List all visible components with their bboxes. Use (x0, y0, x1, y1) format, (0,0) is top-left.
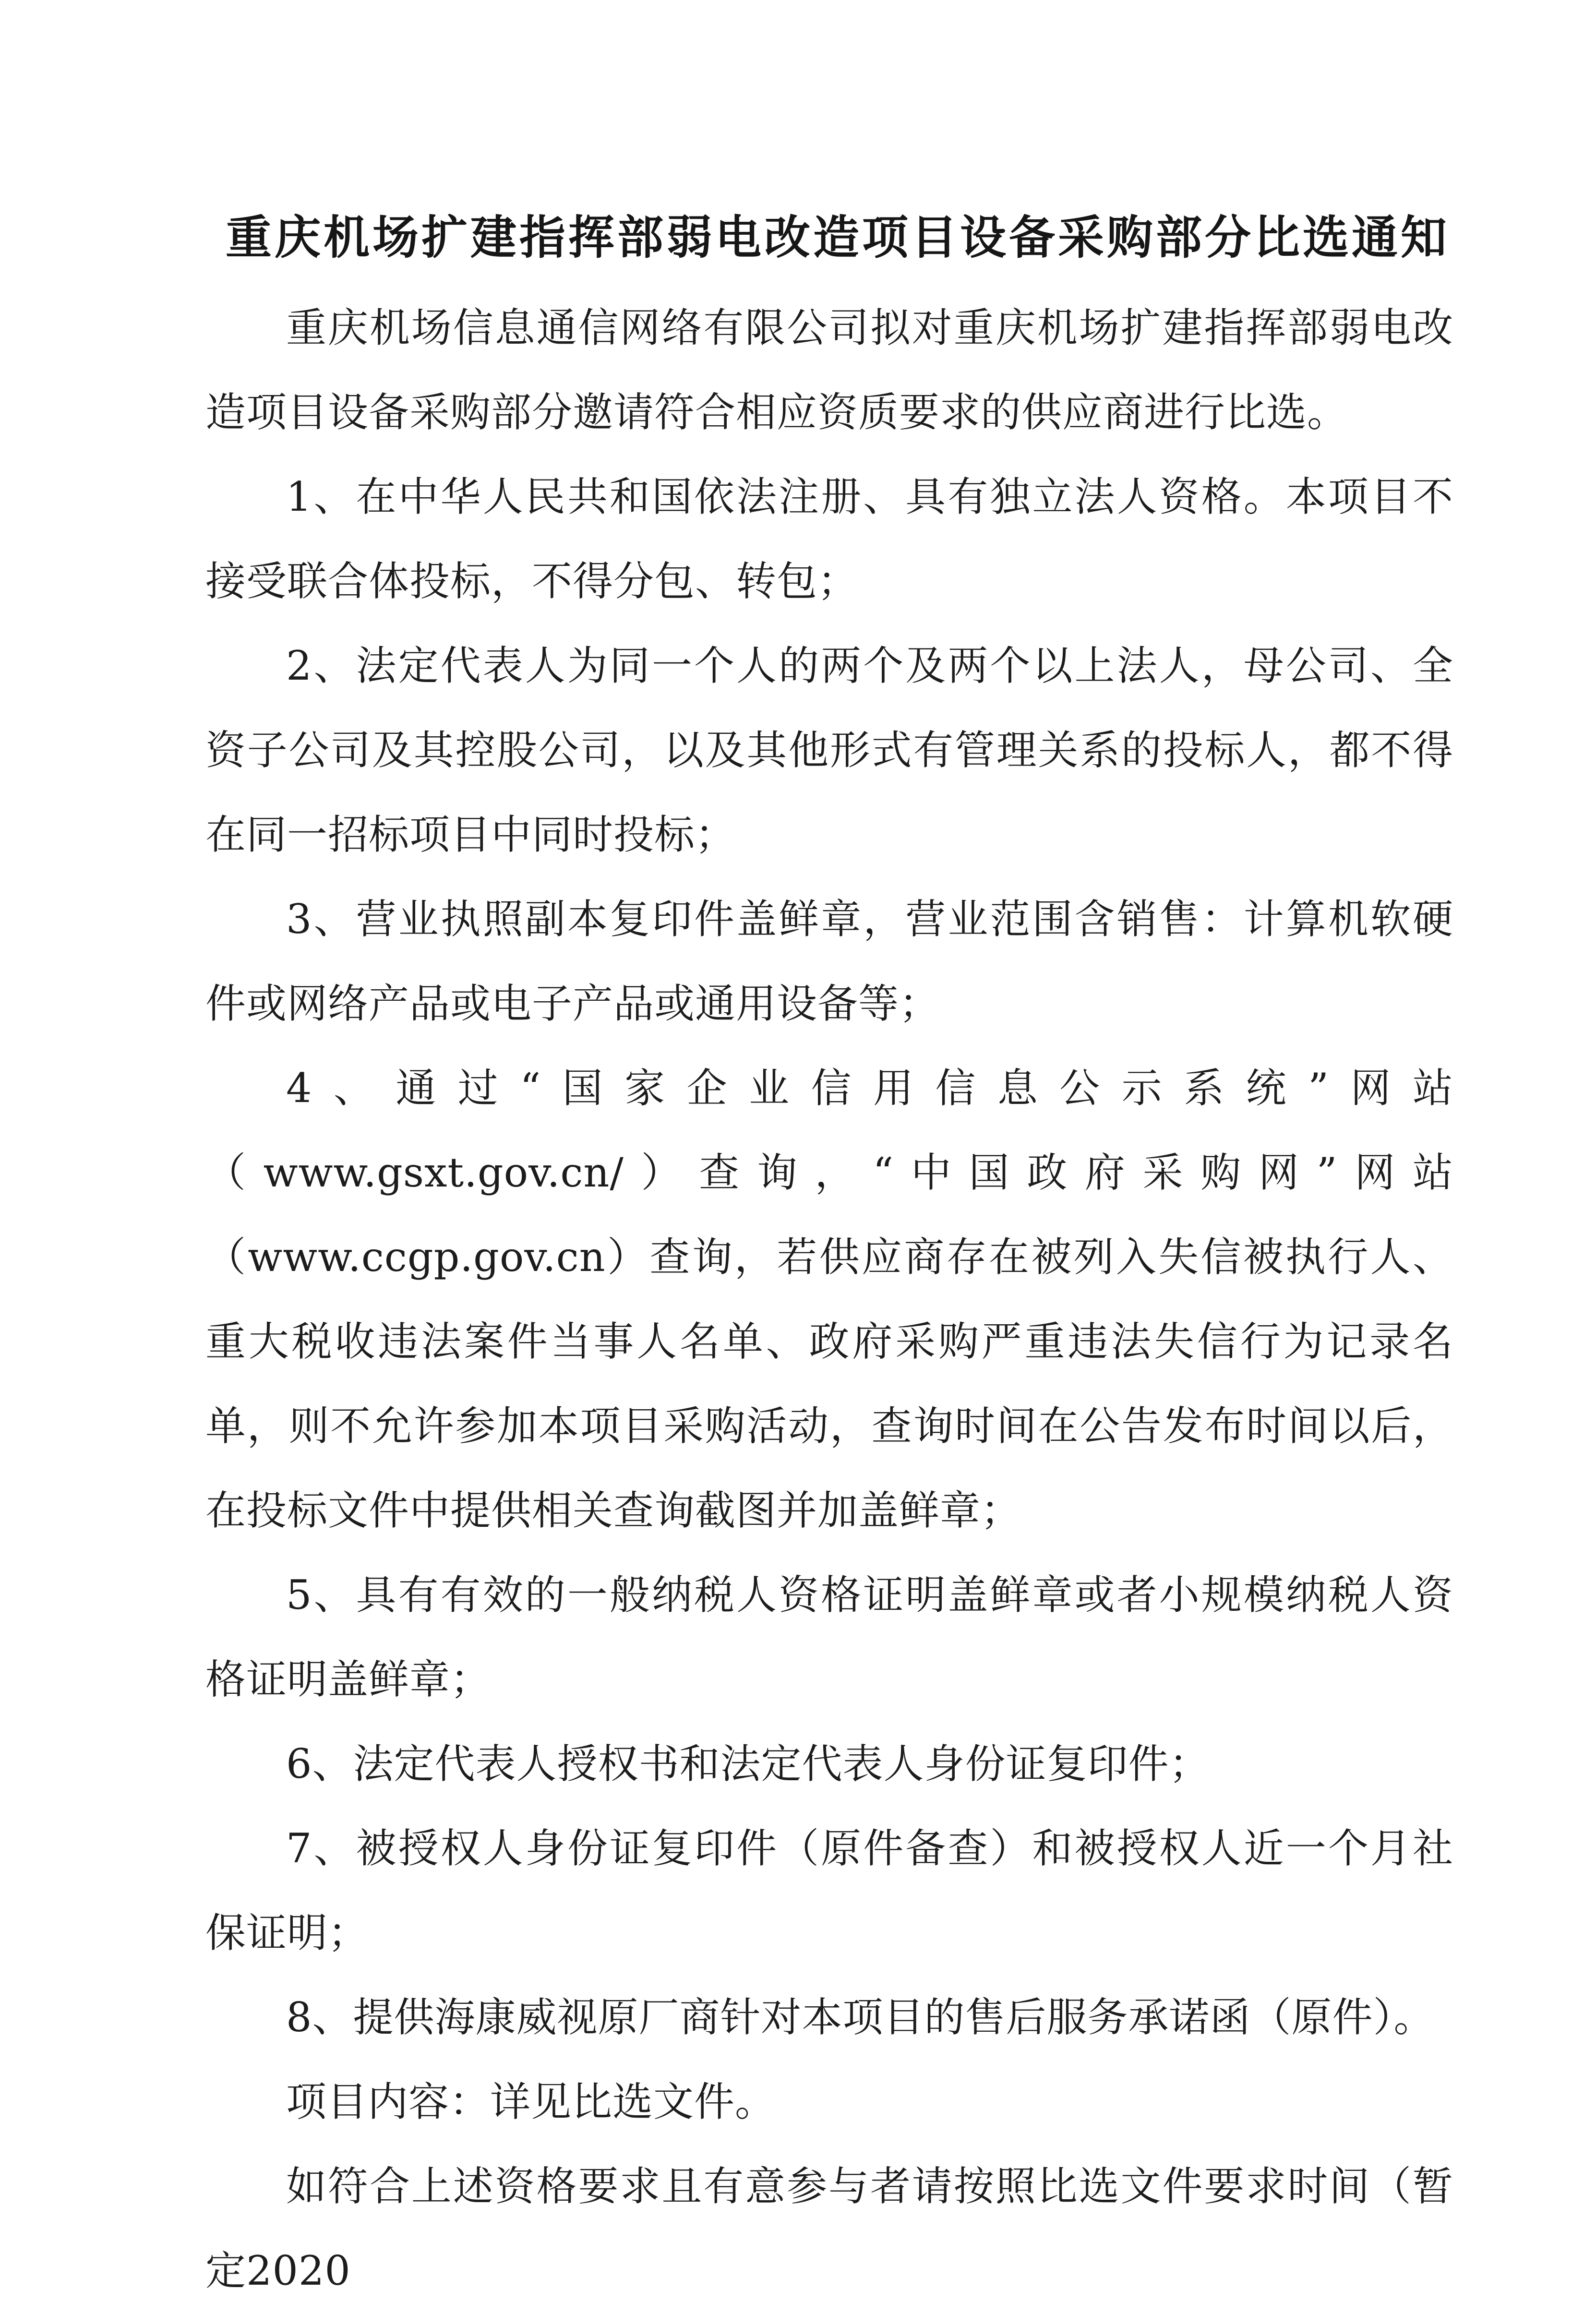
requirement-6: 6、法定代表人授权书和法定代表人身份证复印件； (286, 1740, 1210, 1787)
requirement-8: 8、提供海康威视原厂商针对本项目的售后服务承诺函（原件）。 (286, 1994, 1435, 2041)
requirement-5: 5、具有有效的一般纳税人资格证明盖鲜章或者小规模纳税人资格证明盖鲜章； (205, 1571, 1453, 1703)
document-body (205, 286, 1453, 2313)
intro-paragraph: 重庆机场信息通信网络有限公司拟对重庆机场扩建指挥部弱电改造项目设备采购部分邀请符合相应资质要求的供应商进行比选。 (205, 304, 1453, 436)
closing-paragraph: 如符合上述资格要求且有意参与者请按照比选文件要求时间（暂定2020 (205, 2163, 1453, 2294)
requirement-7: 7、被授权人身份证复印件（原件备查）和被授权人近一个月社保证明； (205, 1825, 1453, 1956)
document-title: 重庆机场扩建指挥部弱电改造项目设备采购部分比选通知 (226, 210, 1450, 264)
project-content-paragraph: 项目内容：详见比选文件。 (286, 2078, 776, 2125)
requirement-1: 1、在中华人民共和国依法注册、具有独立法人资格。本项目不接受联合体投标，不得分包、转包； (205, 473, 1453, 605)
requirement-3: 3、营业执照副本复印件盖鲜章，营业范围含销售：计算机软硬件或网络产品或电子产品或通用设备等； (205, 896, 1453, 1027)
requirement-2: 2、法定代表人为同一个人的两个及两个以上法人，母公司、全资子公司及其控股公司，以及其他形式有管理关系的投标人，都不得在同一招标项目中同时投标； (205, 642, 1453, 858)
requirement-4: 4、通过“国家企业信用信息公示系统”网站（www.gsxt.gov.cn/）查询，“中国政府采购网”网站（www.ccgp.gov.cn）查询，若供应商存在被列入失信被执行人、重大税收违法案件当事人名单、政府采购严重违法失信行为记录名单，则不允许参加本项目采购活动，查询时间在公告发布时间以后，在投标文件中提供相关查询截图并加盖鲜章； (205, 1065, 1453, 1534)
